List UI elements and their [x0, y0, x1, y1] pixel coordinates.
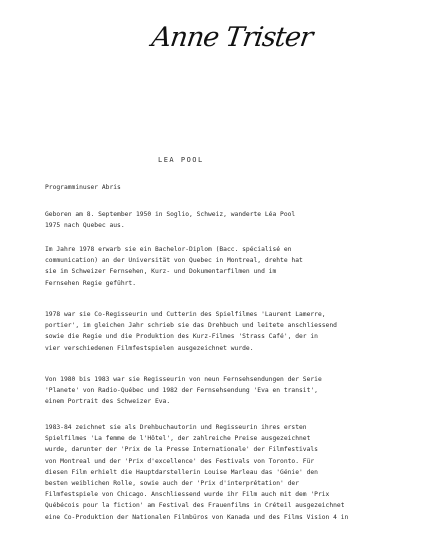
paragraph-line: diesen Film erhielt die Hauptdarstellerin Louise Marleau das 'Génie' den	[45, 468, 318, 476]
paragraph-line: eine Co-Produktion der Nationalen Filmbüros von Kanada und des Films Vision 4 in	[45, 513, 349, 521]
paragraph-line: 1978 war sie Co-Regisseurin und Cutterin des Spielfilmes 'Laurent Lamerre,	[45, 311, 326, 318]
paragraph-line: Québécois pour la fiction' am Festival des Frauenfilms in Créteil ausgezeichnet	[45, 502, 345, 510]
paragraph-line: portier', im gleichen Jahr schrieb sie das Drehbuch und leitete anschliessend	[45, 322, 337, 330]
paragraph-line: vier verschiedenen Filmfestspielen ausgezeichnet wurde.	[45, 344, 254, 352]
paragraph-line: Von 1980 bis 1983 war sie Regisseurin von neun Fernsehsendungen der Serie	[45, 376, 322, 383]
paragraph-line: sowie die Regie und die Produktion des Kurz-Filmes 'Strass Café', der in	[45, 333, 318, 341]
paragraph-line: von Montreal und der 'Prix d'excellence' des Festivals von Toronto. Für	[45, 457, 315, 465]
paragraph-line: wurde, darunter der 'Prix de la Presse Internationale' der Filmfestivals	[45, 446, 318, 454]
paragraph-line: communication) an der Universität von Quebec in Montreal, drehte hat	[45, 257, 303, 265]
paragraph-line: 'Planete' von Radio-Québec und 1982 der Fernsehsendung 'Eva en transit',	[45, 387, 318, 395]
paragraph-1978	[45, 309, 390, 354]
anne-trister-logo: Anne Trister	[149, 22, 315, 53]
paragraph-education	[45, 244, 390, 289]
paragraph-line: sie im Schweizer Fernsehen, Kurz- und Dokumentarfilmen und im	[45, 268, 277, 276]
paragraph-line: 1975 nach Quebec aus.	[45, 222, 125, 230]
paragraph-birth	[45, 209, 390, 231]
paragraph-1983-84	[45, 422, 390, 523]
paragraph-line: besten weiblichen Rolle, sowie auch der 'Prix d'interprétation' der	[45, 480, 300, 488]
paragraph-line: Spielfilmes 'La femme de l'Hôtel', der zahlreiche Preise ausgezeichnet	[45, 435, 311, 443]
paragraph-1980-1983	[45, 374, 390, 408]
paragraph-line: Filmfestspiele von Chicago. Anschliessend wurde ihr Film auch mit dem 'Prix	[45, 491, 330, 499]
section-label: Programminuser Abris	[45, 184, 121, 191]
paragraph-line: Im Jahre 1978 erwarb sie ein Bachelor-Diplom (Bacc. spécialisé en	[45, 246, 292, 253]
paragraph-line: Fernsehen Regie geführt.	[45, 279, 136, 287]
paragraph-line: 1983-84 zeichnet sie als Drehbuchautorin und Regisseurin ihres ersten	[45, 424, 307, 431]
paragraph-line: Geboren am 8. September 1950 in Soglio, Schweiz, wanderte Léa Pool	[45, 211, 296, 218]
paragraph-line: einem Portrait des Schweizer Eva.	[45, 398, 171, 406]
document-heading: LEA POOL	[158, 156, 204, 164]
